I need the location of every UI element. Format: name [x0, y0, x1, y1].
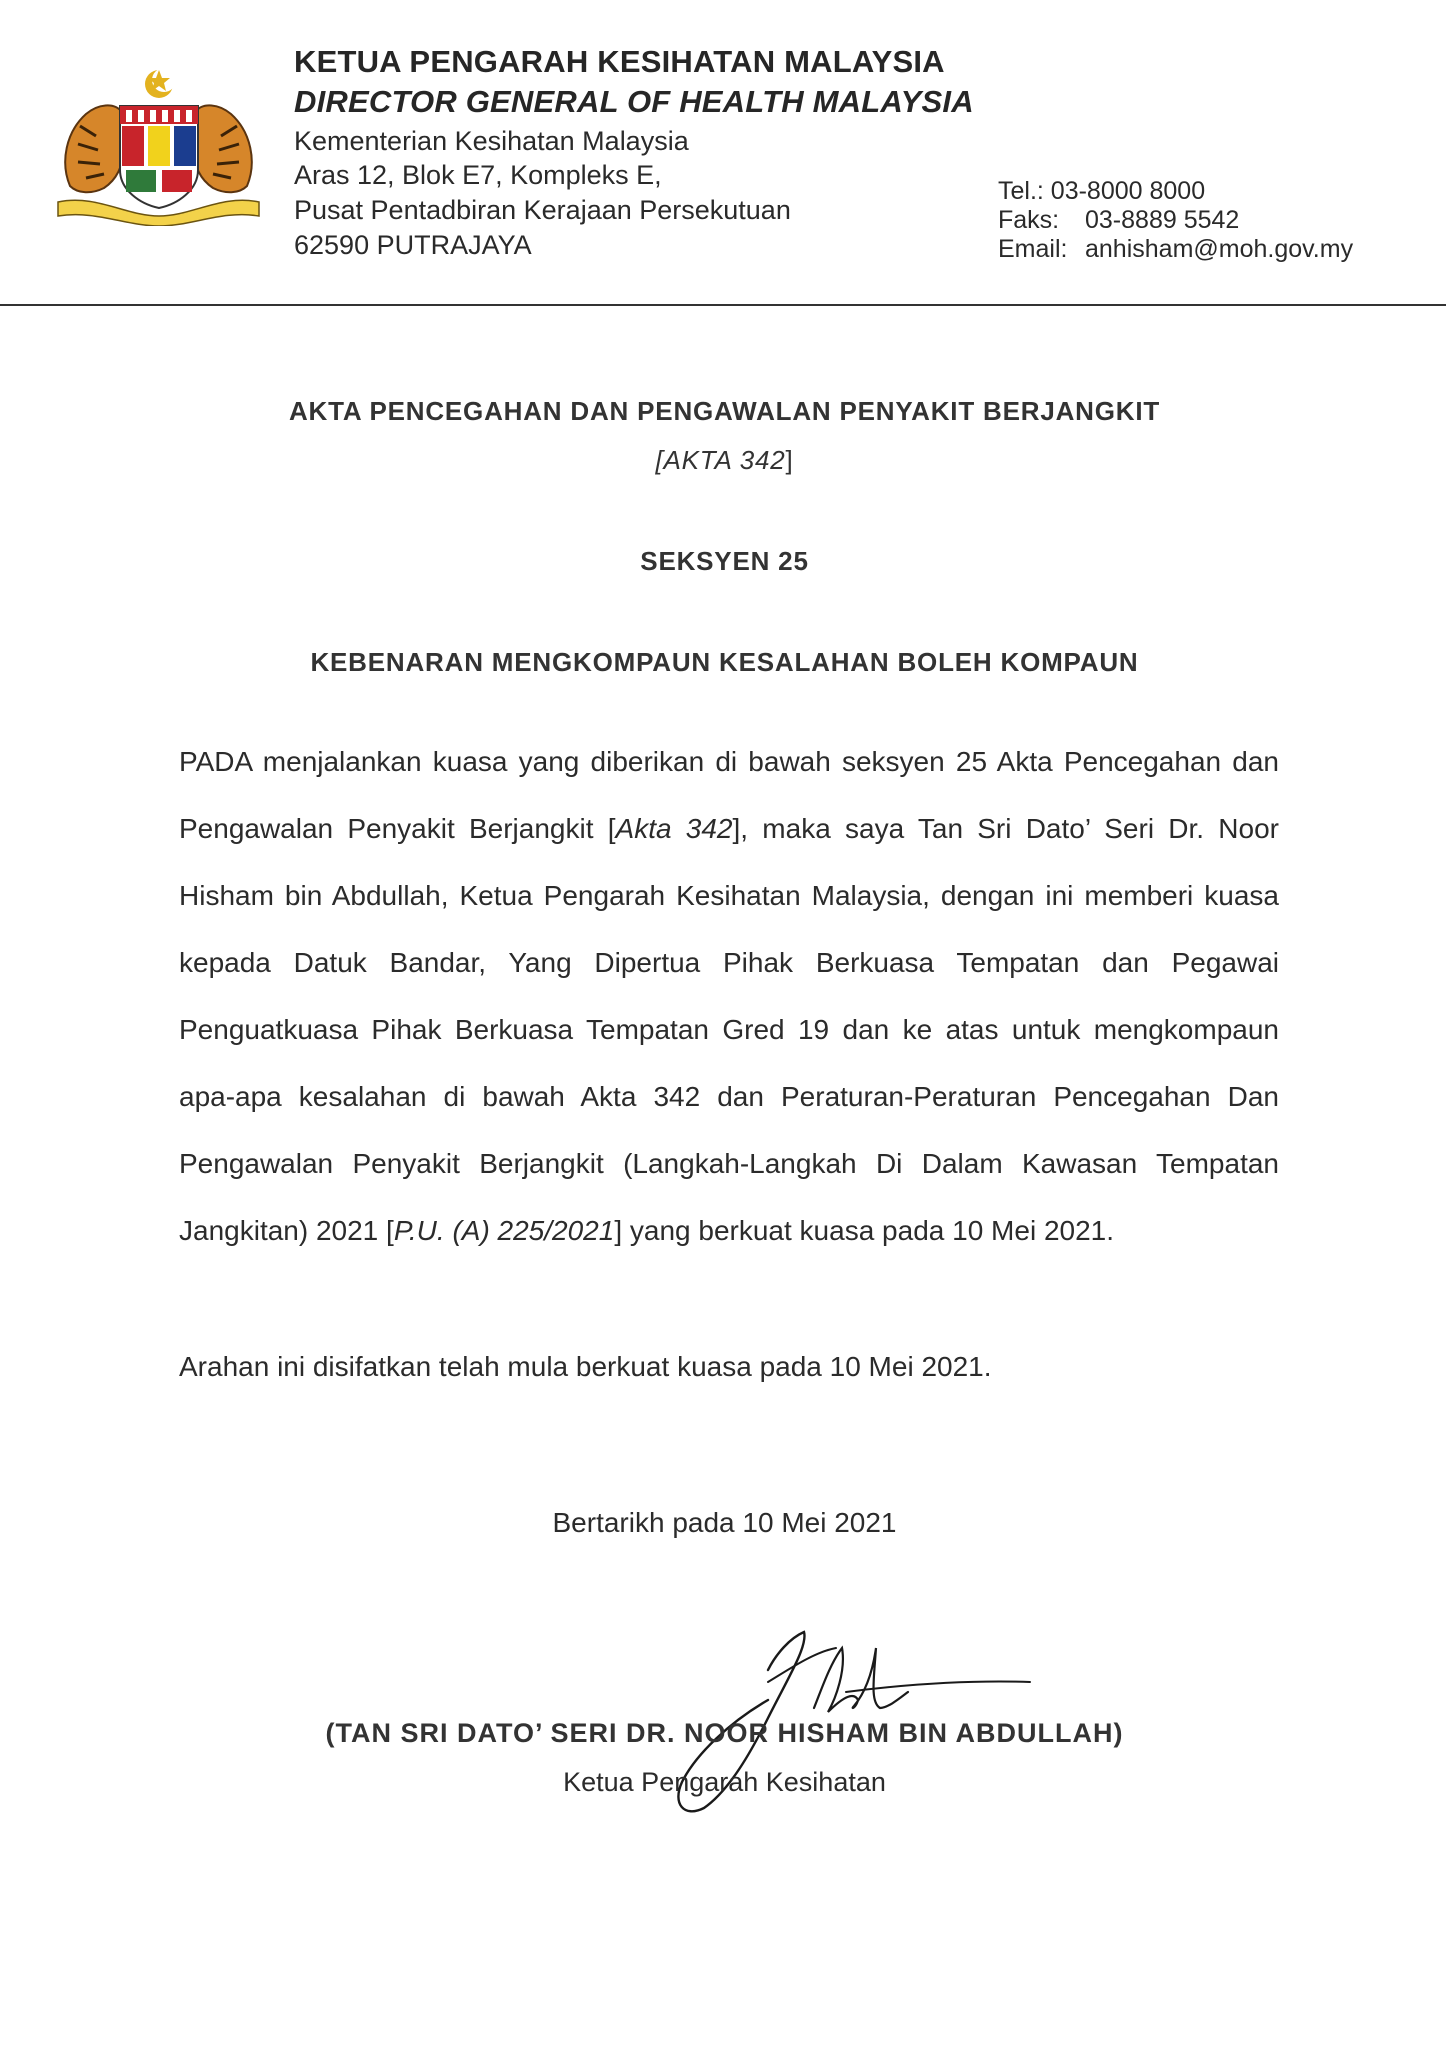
act-heading: AKTA PENCEGAHAN DAN PENGAWALAN PENYAKIT BERJANGKIT — [288, 396, 1161, 426]
bracket-open: [ — [655, 445, 664, 475]
letterhead-title-en: DIRECTOR GENERAL OF HEALTH MALAYSIA — [294, 84, 974, 119]
letterhead-title-ms: KETUA PENGARAH KESIHATAN MALAYSIA — [294, 44, 945, 79]
effective-paragraph: Arahan ini disifatkan telah mula berkuat kuasa pada 10 Mei 2021. — [179, 1351, 992, 1382]
address-line: Aras 12, Blok E7, Kompleks E, — [294, 160, 662, 190]
paragraph-line — [179, 996, 1279, 1063]
letterhead-divider — [0, 304, 1446, 306]
shield-icon — [120, 106, 198, 208]
paragraph-text: ] yang berkuat kuasa pada 10 Mei 2021. — [614, 1215, 1115, 1246]
paragraph-text: PADA menjalankan kuasa yang diberikan di bawah seksyen 25 Akta Pencegahan dan — [179, 746, 1279, 777]
act-number — [0, 443, 1449, 477]
paragraph-line — [179, 862, 1279, 929]
paragraph-text: ], maka saya Tan Sri Dato’ Seri Dr. Noor — [732, 813, 1279, 844]
address-line: Kementerian Kesihatan Malaysia — [294, 126, 689, 156]
paragraph-line — [179, 795, 1279, 862]
paragraph-line — [179, 728, 1279, 795]
authorization-paragraph — [179, 728, 1279, 1264]
paragraph-text: kepada Datuk Bandar, Yang Dipertua Pihak Berkuasa Tempatan dan Pegawai — [179, 947, 1279, 978]
paragraph-text: apa-apa kesalahan di bawah Akta 342 dan Peraturan-Peraturan Pencegahan Dan — [179, 1081, 1279, 1112]
email-link[interactable]: anhisham@moh.gov.my — [1085, 235, 1354, 263]
date-line: Bertarikh pada 10 Mei 2021 — [552, 1507, 897, 1538]
paragraph-text: Penguatkuasa Pihak Berkuasa Tempatan Gred 19 dan ke atas untuk mengkompaun — [179, 1014, 1279, 1045]
signatory-title: Ketua Pengarah Kesihatan — [563, 1767, 886, 1797]
bracket-close: ] — [785, 445, 794, 475]
fax-value: 03-8889 5542 — [1085, 206, 1240, 234]
telephone-line: Tel.: 03-8000 8000 — [998, 177, 1206, 205]
paragraph-text: Hisham bin Abdullah, Ketua Pengarah Kesihatan Malaysia, dengan ini memberi kuasa — [179, 880, 1279, 911]
act-reference: Akta 342 — [615, 813, 733, 844]
paragraph-text: Jangkitan) 2021 [ — [179, 1215, 394, 1246]
act-number-text: AKTA 342 — [663, 445, 786, 475]
address-line: Pusat Pentadbiran Kerajaan Persekutuan — [294, 195, 791, 225]
regulation-reference: P.U. (A) 225/2021 — [393, 1215, 615, 1246]
order-title: KEBENARAN MENGKOMPAUN KESALAHAN BOLEH KOMPAUN — [310, 647, 1139, 677]
section-heading: SEKSYEN 25 — [640, 546, 809, 576]
paragraph-text: Pengawalan Penyakit Berjangkit [ — [179, 813, 616, 844]
address-line: 62590 PUTRAJAYA — [294, 230, 532, 260]
paragraph-line — [179, 1063, 1279, 1130]
signatory-name: (TAN SRI DATO’ SERI DR. NOOR HISHAM BIN ABDULLAH) — [325, 1718, 1124, 1748]
email-label: Email: — [998, 235, 1068, 263]
paragraph-text: Pengawalan Penyakit Berjangkit (Langkah-Langkah Di Dalam Kawasan Tempatan — [179, 1148, 1279, 1179]
crescent-star-icon — [145, 68, 176, 98]
coat-of-arms-logo — [56, 66, 261, 226]
fax-label: Faks: — [998, 206, 1060, 234]
paragraph-line — [179, 1130, 1279, 1197]
paragraph-line — [179, 929, 1279, 996]
paragraph-line — [179, 1197, 1279, 1264]
